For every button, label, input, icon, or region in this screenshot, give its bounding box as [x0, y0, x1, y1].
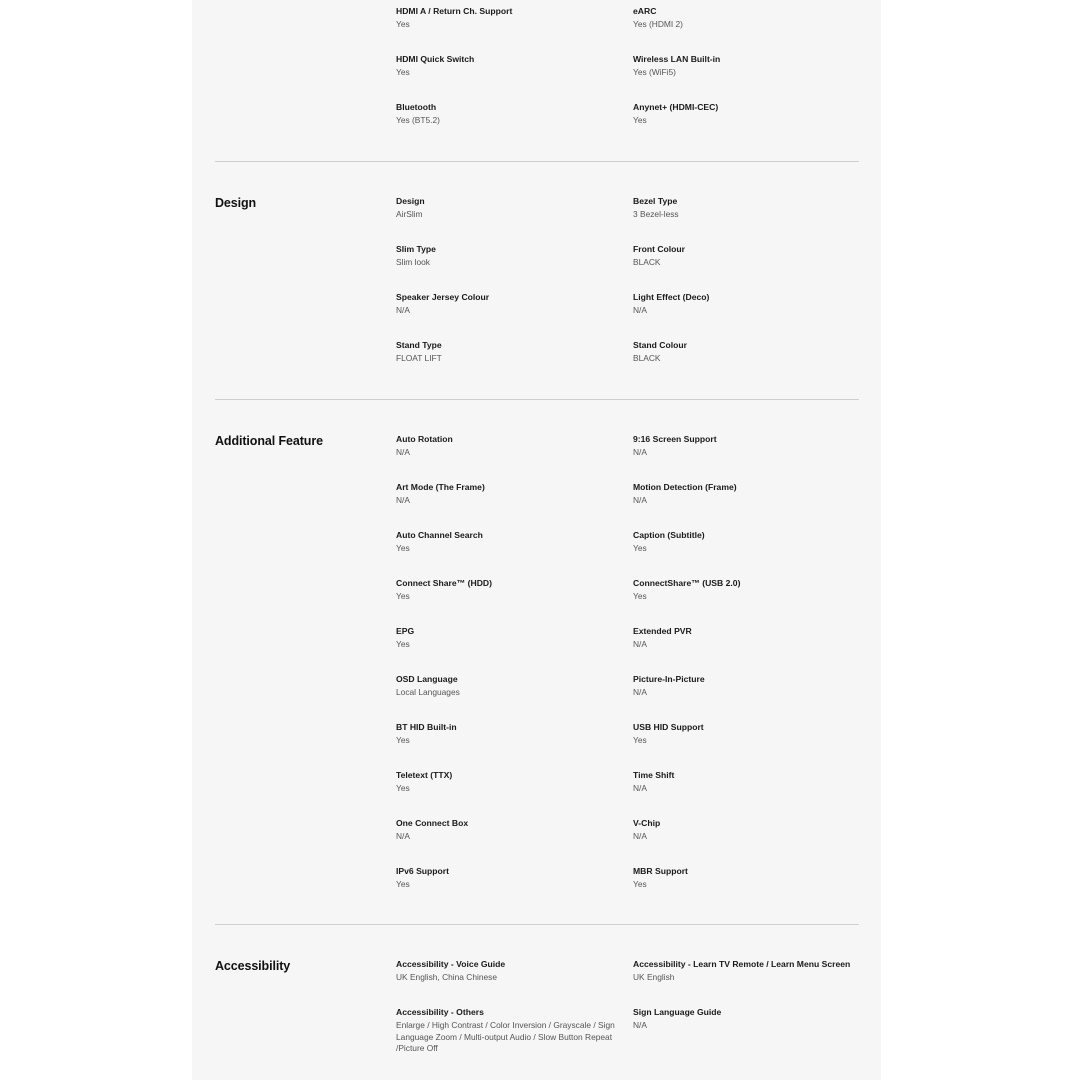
spec-value: Yes [633, 735, 647, 745]
spec-value: N/A [396, 495, 410, 505]
spec-label: Extended PVR [633, 626, 692, 636]
spec-item [396, 434, 628, 459]
section-divider [215, 161, 859, 162]
spec-item [633, 340, 865, 365]
spec-label: Slim Type [396, 244, 436, 254]
spec-label: Caption (Subtitle) [633, 530, 705, 540]
spec-item [633, 1007, 865, 1032]
spec-label: Auto Channel Search [396, 530, 483, 540]
spec-value: N/A [633, 1020, 647, 1030]
spec-item [396, 340, 628, 365]
spec-label: ConnectShare™ (USB 2.0) [633, 578, 741, 588]
spec-item [633, 292, 865, 317]
spec-value: N/A [633, 447, 647, 457]
spec-value: Yes [633, 543, 647, 553]
spec-label: eARC [633, 6, 657, 16]
spec-item [396, 722, 628, 747]
spec-item [396, 244, 628, 269]
spec-item [396, 674, 628, 699]
spec-value: N/A [396, 831, 410, 841]
spec-value: BLACK [633, 257, 661, 267]
spec-value: Yes [396, 19, 410, 29]
spec-value: Local Languages [396, 687, 460, 697]
spec-label: Connect Share™ (HDD) [396, 578, 492, 588]
spec-label: Front Colour [633, 244, 686, 254]
spec-label: Auto Rotation [396, 434, 453, 444]
spec-item [396, 530, 628, 555]
spec-item [396, 482, 628, 507]
spec-label: Sign Language Guide [633, 1007, 722, 1017]
spec-value: Enlarge / High Contrast / Color Inversion / Grayscale / Sign Language Zoom / Multi-output Audio / Slow Button Repeat /Picture Off [396, 1020, 615, 1053]
spec-item [633, 770, 865, 795]
spec-value: Yes (BT5.2) [396, 115, 440, 125]
spec-item [396, 866, 628, 891]
spec-value: Yes [396, 783, 410, 793]
spec-label: Speaker Jersey Colour [396, 292, 490, 302]
section-title-design: Design [215, 196, 257, 210]
spec-item [633, 578, 865, 603]
spec-value: N/A [633, 639, 647, 649]
spec-label: Teletext (TTX) [396, 770, 453, 780]
spec-label: OSD Language [396, 674, 458, 684]
spec-value: N/A [633, 687, 647, 697]
spec-item [633, 244, 865, 269]
spec-item [633, 866, 865, 891]
spec-value: Yes [396, 591, 410, 601]
spec-label: MBR Support [633, 866, 688, 876]
spec-value: N/A [396, 447, 410, 457]
spec-label: Anynet+ (HDMI-CEC) [633, 102, 719, 112]
spec-value: Yes (WiFi5) [633, 67, 676, 77]
spec-value: Yes [633, 115, 647, 125]
spec-item [633, 434, 865, 459]
spec-value: Yes [633, 879, 647, 889]
spec-value: Slim look [396, 257, 430, 267]
section-divider [215, 399, 859, 400]
spec-value: Yes (HDMI 2) [633, 19, 683, 29]
spec-label: EPG [396, 626, 415, 636]
spec-value: FLOAT LIFT [396, 353, 442, 363]
spec-label: One Connect Box [396, 818, 469, 828]
spec-value: N/A [396, 305, 410, 315]
spec-label: Motion Detection (Frame) [633, 482, 737, 492]
spec-item [396, 959, 628, 984]
spec-label: HDMI Quick Switch [396, 54, 475, 64]
spec-item [396, 292, 628, 317]
spec-item [633, 54, 865, 79]
spec-item [633, 6, 865, 31]
spec-item [396, 196, 628, 221]
design-section [215, 196, 859, 371]
spec-item [396, 626, 628, 651]
spec-item [633, 196, 865, 221]
spec-value: N/A [633, 305, 647, 315]
spec-label: Light Effect (Deco) [633, 292, 710, 302]
spec-item [633, 959, 865, 984]
spec-item [396, 818, 628, 843]
spec-label: Accessibility - Others [396, 1007, 484, 1017]
spec-label: Wireless LAN Built-in [633, 54, 721, 64]
spec-value: Yes [633, 591, 647, 601]
spec-value: Yes [396, 543, 410, 553]
spec-label: Picture-In-Picture [633, 674, 705, 684]
spec-label: HDMI A / Return Ch. Support [396, 6, 513, 16]
spec-item [633, 482, 865, 507]
spec-label: Accessibility - Learn TV Remote / Learn Menu Screen [633, 959, 851, 969]
spec-item [396, 6, 628, 31]
section-title-accessibility: Accessibility [215, 959, 291, 973]
spec-label: Design [396, 196, 425, 206]
spec-item [633, 818, 865, 843]
spec-label: Time Shift [633, 770, 675, 780]
spec-value: N/A [633, 831, 647, 841]
spec-label: Bezel Type [633, 196, 678, 206]
spec-value: Yes [396, 639, 410, 649]
spec-label: Stand Type [396, 340, 442, 350]
spec-item [633, 722, 865, 747]
spec-item [633, 102, 865, 127]
spec-value: UK English, China Chinese [396, 972, 498, 982]
spec-value: N/A [633, 783, 647, 793]
connectivity-section [215, 6, 859, 136]
accessibility-section [215, 959, 859, 1069]
spec-label: Accessibility - Voice Guide [396, 959, 506, 969]
spec-value: BLACK [633, 353, 661, 363]
spec-value: Yes [396, 879, 410, 889]
spec-label: BT HID Built-in [396, 722, 457, 732]
spec-label: Bluetooth [396, 102, 437, 112]
spec-label: Stand Colour [633, 340, 687, 350]
spec-label: V-Chip [633, 818, 661, 828]
spec-item [633, 674, 865, 699]
spec-value: UK English [633, 972, 675, 982]
spec-item [633, 530, 865, 555]
spec-label: IPv6 Support [396, 866, 450, 876]
spec-label: USB HID Support [633, 722, 704, 732]
spec-item [396, 770, 628, 795]
spec-item [396, 102, 628, 127]
spec-item [396, 54, 628, 79]
spec-value: AirSlim [396, 209, 423, 219]
spec-item [396, 578, 628, 603]
spec-value: Yes [396, 735, 410, 745]
spec-value: Yes [396, 67, 410, 77]
section-divider [215, 924, 859, 925]
spec-label: 9:16 Screen Support [633, 434, 717, 444]
spec-label: Art Mode (The Frame) [396, 482, 485, 492]
spec-value: 3 Bezel-less [633, 209, 679, 219]
spec-value: N/A [633, 495, 647, 505]
additional-feature-section [215, 434, 859, 894]
spec-item [633, 626, 865, 651]
section-title-additional-feature: Additional Feature [215, 434, 323, 448]
spec-item [396, 1007, 628, 1055]
